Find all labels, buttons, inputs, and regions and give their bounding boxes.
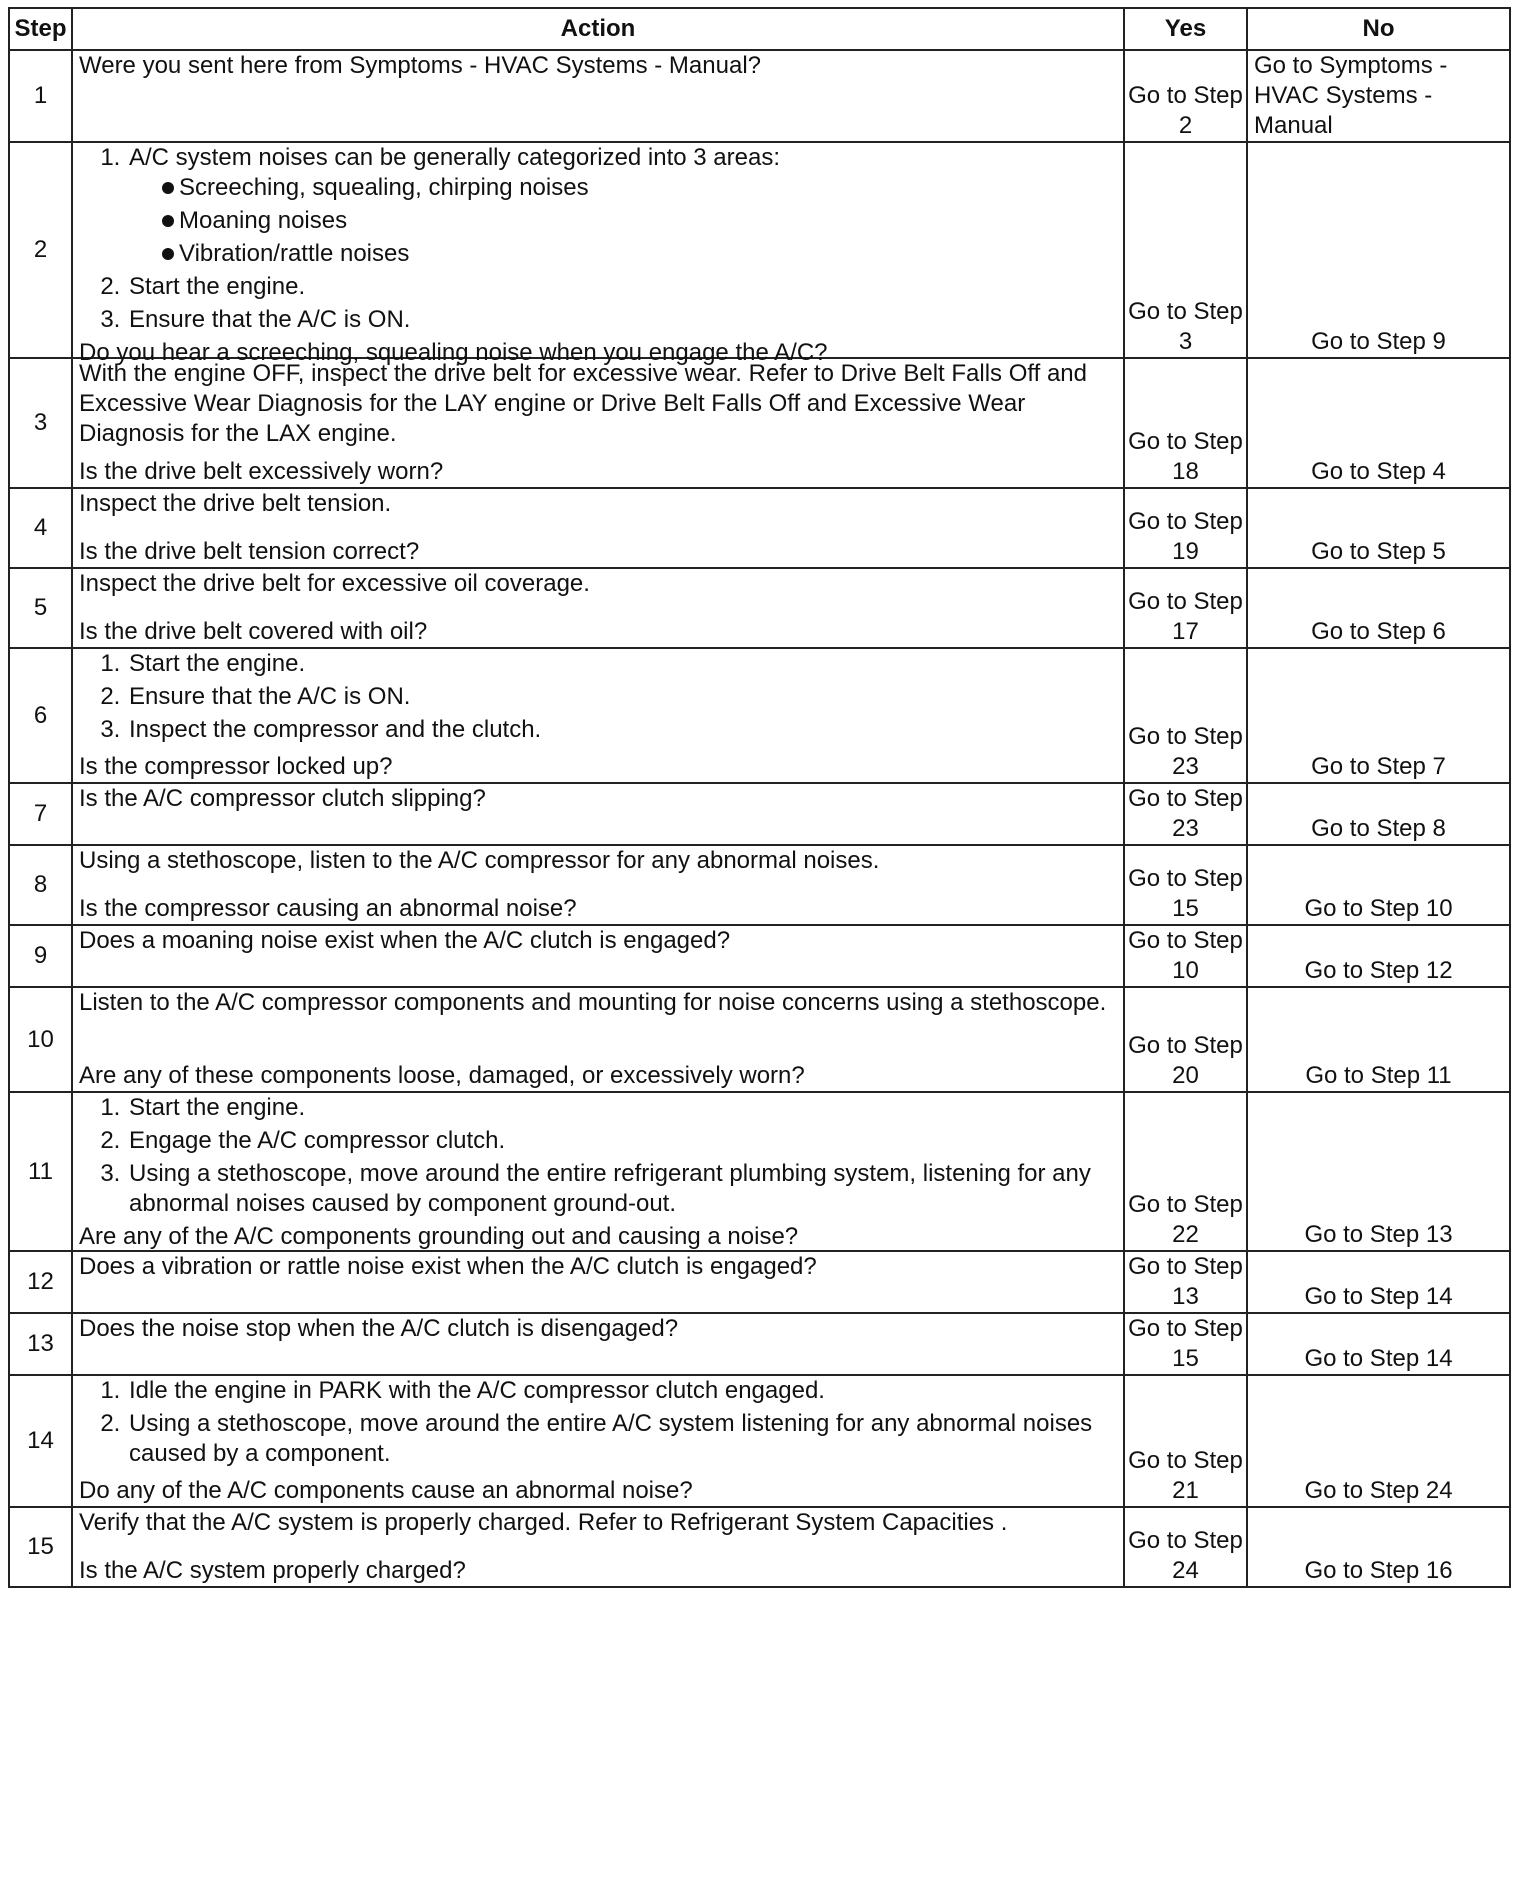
action-cell [72,50,1124,142]
action-cell [72,488,1124,568]
table-row [9,568,1510,648]
question-text: Is the A/C system properly charged? [79,1557,466,1584]
no-action: Go to Step 14 [1247,1313,1510,1375]
step-number: 1 [9,50,72,142]
bullet-text: Vibration/rattle noises [179,240,410,267]
yes-action: Go to Step 20 [1124,987,1247,1092]
procedure-step [127,1376,1117,1406]
procedure-step-text: Engage the A/C compressor clutch. [129,1127,506,1154]
question-text: Is the drive belt excessively worn? [79,458,444,485]
procedure-step-text: Inspect the compressor and the clutch. [129,716,542,743]
action-text: Using a stethoscope, listen to the A/C compressor for any abnormal noises. [79,847,880,874]
step-number: 7 [9,783,72,845]
action-cell [72,1092,1124,1251]
step-number: 12 [9,1251,72,1313]
no-action: Go to Step 16 [1247,1507,1510,1587]
procedure-step-text: Start the engine. [129,650,306,677]
procedure-step [127,272,1117,302]
procedure-step [127,682,1117,712]
no-action: Go to Step 24 [1247,1375,1510,1507]
step-number: 5 [9,568,72,648]
question-text: Is the drive belt tension correct? [79,538,420,565]
question-text: Do any of the A/C components cause an abnormal noise? [79,1477,693,1504]
header-step: Step [9,8,72,50]
procedure-step-text: Start the engine. [129,1094,306,1121]
procedure-step [127,1093,1117,1123]
action-text: Does a moaning noise exist when the A/C clutch is engaged? [79,927,731,954]
action-text: Verify that the A/C system is properly charged. Refer to Refrigerant System Capacities . [79,1509,1008,1536]
action-cell [72,358,1124,488]
action-text: Were you sent here from Symptoms - HVAC Systems - Manual? [79,52,761,79]
procedure-list [79,649,1117,745]
procedure-step [127,143,1117,269]
header-no: No [1247,8,1510,50]
procedure-step-text: Idle the engine in PARK with the A/C compressor clutch engaged. [129,1377,825,1404]
diagnostic-table [8,7,1511,1588]
yes-action: Go to Step 15 [1124,1313,1247,1375]
table-row [9,925,1510,987]
step-number: 4 [9,488,72,568]
table-row [9,1313,1510,1375]
header-row [9,8,1510,50]
procedure-list [79,143,1117,335]
yes-action: Go to Step 22 [1124,1092,1247,1251]
action-cell [72,568,1124,648]
action-text: Is the A/C compressor clutch slipping? [79,785,486,812]
table-row [9,783,1510,845]
table-row [9,1375,1510,1507]
table-row [9,648,1510,783]
step-number: 11 [9,1092,72,1251]
bullet-icon [162,248,174,260]
header-yes: Yes [1124,8,1247,50]
no-action: Go to Step 4 [1247,358,1510,488]
step-number: 14 [9,1375,72,1507]
action-text: Does the noise stop when the A/C clutch is disengaged? [79,1315,679,1342]
table-row [9,142,1510,358]
action-text: Inspect the drive belt tension. [79,490,392,517]
action-cell [72,648,1124,783]
no-action: Go to Step 13 [1247,1092,1510,1251]
procedure-step [127,1126,1117,1156]
step-number: 2 [9,142,72,358]
procedure-step-text: Start the engine. [129,273,306,300]
procedure-step-text: Ensure that the A/C is ON. [129,306,411,333]
yes-action: Go to Step 21 [1124,1375,1247,1507]
step-number: 13 [9,1313,72,1375]
action-cell [72,1251,1124,1313]
bullet-text: Screeching, squealing, chirping noises [179,174,589,201]
bullet-item [162,239,1117,269]
question-text: Is the compressor causing an abnormal noise? [79,895,577,922]
action-cell [72,1375,1124,1507]
question-text: Is the compressor locked up? [79,753,393,780]
no-action: Go to Step 9 [1247,142,1510,358]
action-text: With the engine OFF, inspect the drive belt for excessive wear. Refer to Drive Belt Falls Off and Excessive Wear Diagnosis for the LAY engine or Drive Belt Falls Off and Excessive Wear Diagnosis for the LAX engine. [79,360,1087,447]
yes-action: Go to Step 23 [1124,648,1247,783]
action-text: Inspect the drive belt for excessive oil coverage. [79,570,590,597]
yes-action: Go to Step 3 [1124,142,1247,358]
bullet-icon [162,215,174,227]
yes-action: Go to Step 13 [1124,1251,1247,1313]
table-row [9,1092,1510,1251]
no-action: Go to Symptoms - HVAC Systems - Manual [1247,50,1510,142]
bullet-icon [162,182,174,194]
procedure-step-text: Ensure that the A/C is ON. [129,683,411,710]
bullet-list [129,173,1117,269]
question-text: Are any of the A/C components grounding out and causing a noise? [79,1223,799,1250]
action-text: Does a vibration or rattle noise exist when the A/C clutch is engaged? [79,1253,817,1280]
question-text: Do you hear a screeching, squealing noise when you engage the A/C? [79,339,828,366]
no-action: Go to Step 6 [1247,568,1510,648]
no-action: Go to Step 14 [1247,1251,1510,1313]
table-row [9,50,1510,142]
procedure-step [127,715,1117,745]
header-action: Action [72,8,1124,50]
table-row [9,358,1510,488]
yes-action: Go to Step 17 [1124,568,1247,648]
action-cell [72,925,1124,987]
no-action: Go to Step 11 [1247,987,1510,1092]
no-action: Go to Step 10 [1247,845,1510,925]
procedure-step-text: Using a stethoscope, move around the entire A/C system listening for any abnormal noises caused by a component. [129,1410,1093,1467]
table-row [9,1251,1510,1313]
action-cell [72,987,1124,1092]
action-cell [72,1313,1124,1375]
action-cell [72,783,1124,845]
yes-action: Go to Step 15 [1124,845,1247,925]
step-number: 10 [9,987,72,1092]
action-text: Listen to the A/C compressor components and mounting for noise concerns using a stethoscope. [79,989,1107,1016]
step-number: 9 [9,925,72,987]
question-text: Are any of these components loose, damaged, or excessively worn? [79,1062,805,1089]
no-action: Go to Step 7 [1247,648,1510,783]
action-cell [72,845,1124,925]
table-row [9,488,1510,568]
procedure-step-text: Using a stethoscope, move around the entire refrigerant plumbing system, listening for any abnormal noises caused by component ground-out. [129,1160,1091,1217]
table-row [9,845,1510,925]
question-text: Is the drive belt covered with oil? [79,618,428,645]
procedure-list [79,1376,1117,1469]
step-number: 6 [9,648,72,783]
step-number: 8 [9,845,72,925]
bullet-item [162,173,1117,203]
yes-action: Go to Step 18 [1124,358,1247,488]
action-cell [72,142,1124,366]
step-number: 3 [9,358,72,488]
yes-action: Go to Step 19 [1124,488,1247,568]
procedure-step [127,1159,1117,1219]
no-action: Go to Step 12 [1247,925,1510,987]
yes-action: Go to Step 10 [1124,925,1247,987]
procedure-list [79,1093,1117,1219]
procedure-step-text: A/C system noises can be generally categorized into 3 areas: [129,144,781,171]
procedure-step [127,305,1117,335]
bullet-text: Moaning noises [179,207,348,234]
yes-action: Go to Step 23 [1124,783,1247,845]
no-action: Go to Step 8 [1247,783,1510,845]
yes-action: Go to Step 24 [1124,1507,1247,1587]
no-action: Go to Step 5 [1247,488,1510,568]
bullet-item [162,206,1117,236]
table-row [9,1507,1510,1587]
procedure-step [127,1409,1117,1469]
table-row [9,987,1510,1092]
yes-action: Go to Step 2 [1124,50,1247,142]
step-number: 15 [9,1507,72,1587]
procedure-step [127,649,1117,679]
table-body [9,50,1510,1587]
action-cell [72,1507,1124,1587]
